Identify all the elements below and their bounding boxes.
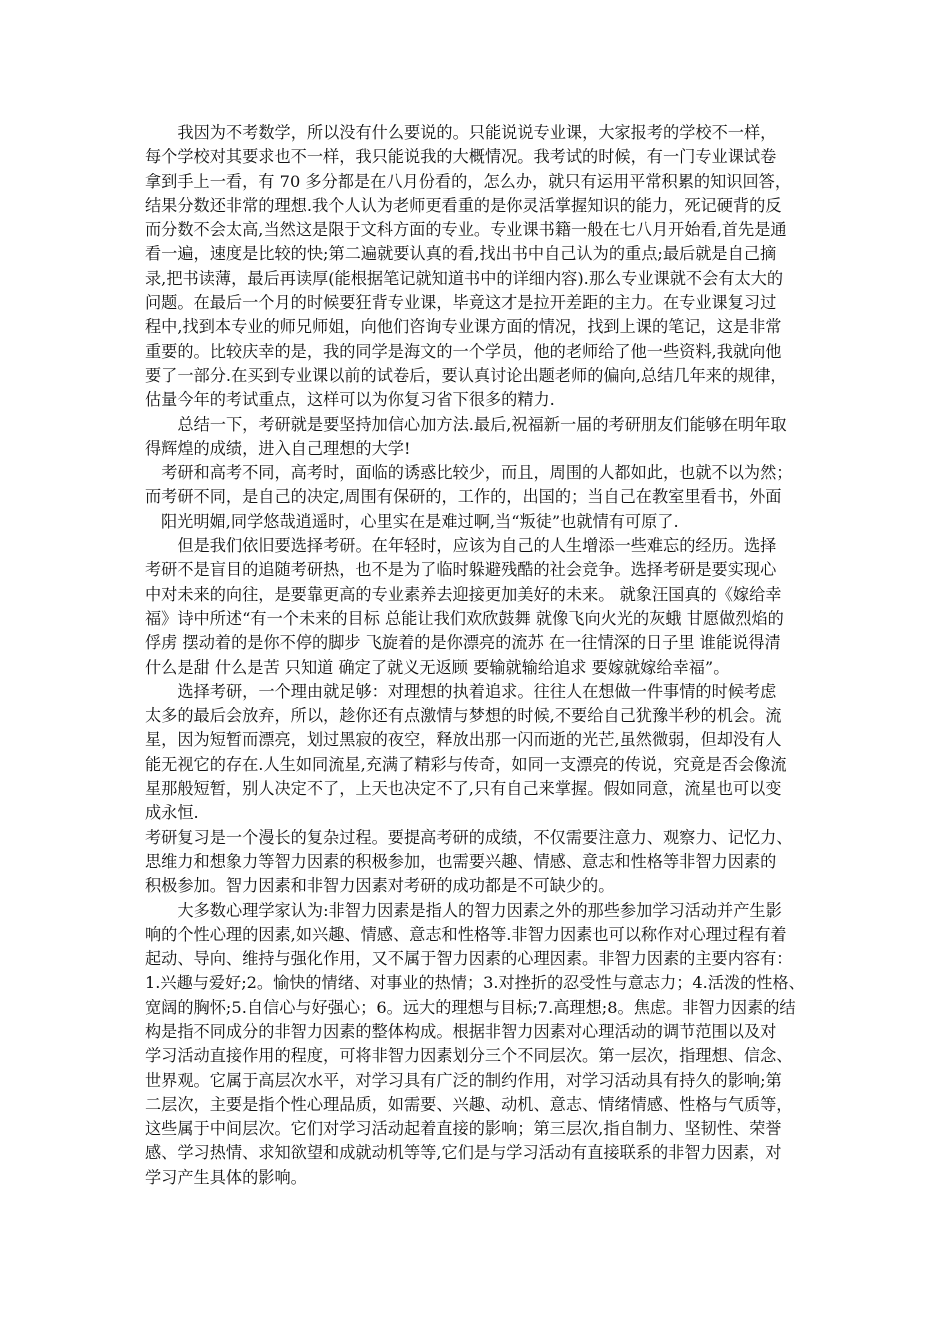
text-line: 选择考研，一个理由就足够：对理想的执着追求。往往人在想做一件事情的时候考虑 — [177, 681, 777, 701]
text-line: 思维力和想象力等智力因素的积极参加，也需要兴趣、情感、意志和性格等非智力因素的 — [145, 851, 777, 871]
text-line: 考研不是盲目的追随考研热，也不是为了临时躲避残酷的社会竞争。选择考研是要实现心 — [145, 560, 777, 580]
text-line: 录,把书读薄，最后再读厚(能根据笔记就知道书中的详细内容).那么专业课就不会有太大的 — [145, 268, 784, 288]
text-line: 看一遍，速度是比较的快;第二遍就要认真的看,找出书中自己认为的重点;最后就是自己摘 — [145, 244, 777, 264]
text-line: 宽阔的胸怀;5.自信心与好强心；6。远大的理想与目标;7.高理想;8。焦虑。非智力因素的结 — [145, 997, 796, 1017]
text-line: 大多数心理学家认为:非智力因素是指人的智力因素之外的那些参加学习活动并产生影 — [177, 900, 782, 920]
text-line: 二层次，主要是指个性心理品质，如需要、兴趣、动机、意志、情绪情感、性格与气质等， — [145, 1094, 793, 1114]
text-line: 拿到手上一看，有 70 多分都是在八月份看的，怎么办，就只有运用平常积累的知识回答， — [145, 171, 792, 191]
paragraph-summary — [145, 413, 805, 462]
text-line: 这些属于中间层次。它们对学习活动起着直接的影响；第三层次,指自制力、坚韧性、荣誉 — [145, 1119, 782, 1139]
text-line: 阳光明媚,同学悠哉逍遥时，心里实在是难过啊,当“叛徒”也就情有可原了. — [161, 511, 679, 531]
text-line: 中对未来的向往，是要靠更高的专业素养去迎接更加美好的未来。 就象汪国真的《嫁给幸 — [145, 584, 782, 604]
text-line: 结果分数还非常的理想.我个人认为老师更看重的是你灵活掌握知识的能力，死记硬背的反 — [145, 195, 782, 215]
text-line: 学习活动直接作用的程度，可将非智力因素划分三个不同层次。第一层次，指理想、信念、 — [145, 1046, 793, 1066]
text-line: 星，因为短暂而漂亮，划过黑寂的夜空，释放出那一闪而逝的光芒,虽然微弱，但却没有人 — [145, 730, 782, 750]
paragraph-choose-postgraduate — [145, 534, 805, 680]
paragraph-review-process — [145, 826, 805, 899]
text-line: 星那般短暂，别人决定不了，上天也决定不了,只有自己来掌握。假如同意，流星也可以变 — [145, 779, 782, 799]
text-line: 我因为不考数学，所以没有什么要说的。只能说说专业课，大家报考的学校不一样， — [177, 123, 777, 142]
text-line: 构是指不同成分的非智力因素的整体构成。根据非智力因素对心理活动的调节范围以及对 — [145, 1021, 777, 1041]
text-line: 太多的最后会放弃，所以，趁你还有点激情与梦想的时候,不要给自己犹豫半秒的机会。流 — [145, 706, 782, 726]
text-line: 程中,找到本专业的师兄师姐，向他们咨询专业课方面的情况，找到上课的笔记，这是非常 — [145, 317, 782, 337]
document-body — [145, 121, 805, 1190]
paragraph-exam-vs-gaokao — [145, 461, 805, 534]
text-line: 起动、导向、维持与强化作用，又不属于智力因素的心理因素。非智力因素的主要内容有： — [145, 949, 793, 969]
paragraph-pursuit-of-ideals — [145, 680, 805, 826]
text-line: 考研复习是一个漫长的复杂过程。要提高考研的成绩，不仅需要注意力、观察力、记忆力、 — [145, 827, 793, 847]
text-line: 响的个性心理的因素,如兴趣、情感、意志和性格等.非智力因素也可以称作对心理过程有着 — [145, 924, 787, 944]
text-line: 感、学习热情、求知欲望和成就动机等等,它们是与学习活动有直接联系的非智力因素，对 — [145, 1143, 782, 1163]
text-line: 但是我们依旧要选择考研。在年轻时，应该为自己的人生增添一些难忘的经历。选择 — [177, 536, 777, 556]
text-line: 总结一下，考研就是要坚持加信心加方法.最后,祝福新一届的考研朋友们能够在明年取 — [177, 414, 787, 434]
text-line: 积极参加。智力因素和非智力因素对考研的成功都是不可缺少的。 — [145, 876, 615, 896]
text-line: 成永恒. — [145, 803, 199, 823]
text-line: 问题。在最后一个月的时候要狂背专业课，毕竟这才是拉开差距的主力。在专业课复习过 — [145, 293, 777, 313]
text-line: 得辉煌的成绩，进入自己理想的大学! — [145, 438, 411, 458]
text-line: 考研和高考不同，高考时，面临的诱惑比较少，而且，周围的人都如此，也就不以为然； — [161, 463, 793, 483]
text-line: 1.兴趣与爱好;2。愉快的情绪、对事业的热情；3.对挫折的忍受性与意志力；4.活泼的性格、 — [145, 973, 805, 993]
text-line: 什么是甜 什么是苦 只知道 确定了就义无返顾 要输就输给追求 要嫁就嫁给幸福”。 — [145, 657, 730, 677]
text-line: 能无视它的存在.人生如同流星,充满了精彩与传奇，如同一支漂亮的传说，究竟是否会像流 — [145, 754, 787, 774]
paragraph-study-professional-courses — [145, 121, 805, 413]
paragraph-non-intellectual-factors — [145, 899, 805, 1191]
text-line: 世界观。它属于高层次水平，对学习具有广泛的制约作用，对学习活动具有持久的影响;第 — [145, 1070, 782, 1090]
text-line: 而分数不会太高,当然这是限于文科方面的专业。专业课书籍一般在七八月开始看,首先是通 — [145, 220, 787, 240]
text-line: 要了一部分.在买到专业课以前的试卷后，要认真讨论出题老师的偏向,总结几年来的规律， — [145, 365, 787, 385]
text-line: 俘虏 摆动着的是你不停的脚步 飞旋着的是你漂亮的流苏 在一往情深的日子里 谁能说得清 — [145, 633, 781, 653]
text-line: 学习产生具体的影响。 — [145, 1167, 307, 1187]
text-line: 福》诗中所述“有一个未来的目标 总能让我们欢欣鼓舞 就像飞向火光的灰蛾 甘愿做烈焰的 — [145, 608, 784, 628]
text-line: 而考研不同，是自己的决定,周围有保研的，工作的，出国的；当自己在教室里看书，外面 — [145, 487, 782, 507]
text-line: 估量今年的考试重点，这样可以为你复习省下很多的精力. — [145, 390, 555, 410]
text-line: 每个学校对其要求也不一样，我只能说我的大概情况。我考试的时候，有一门专业课试卷 — [145, 147, 777, 167]
text-line: 重要的。比较庆幸的是，我的同学是海文的一个学员，他的老师给了他一些资料,我就向他 — [145, 341, 782, 361]
